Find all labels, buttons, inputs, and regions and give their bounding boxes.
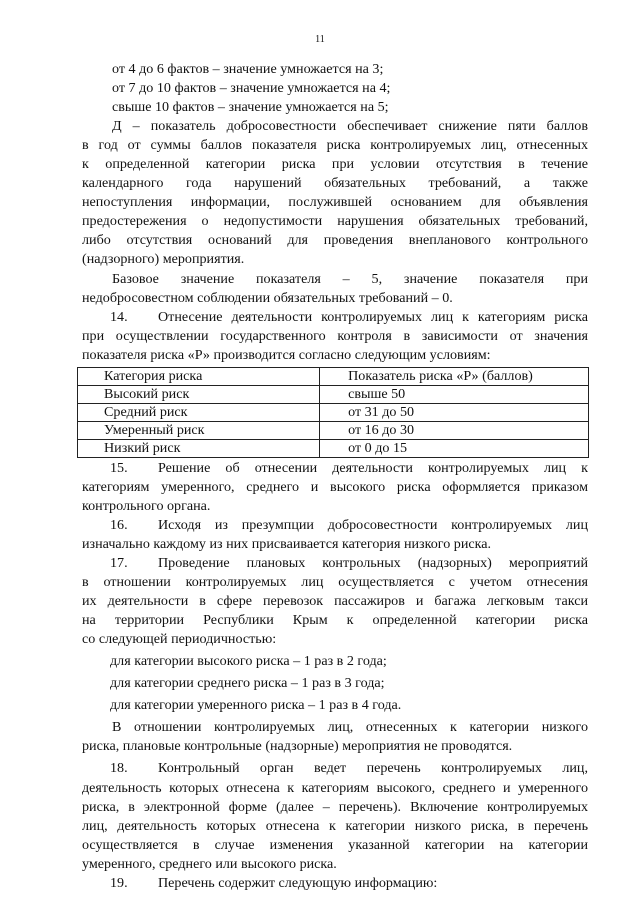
table-cell: Высокий риск [78, 385, 320, 403]
text-line: Д – показатель добросовестности обеспечивает снижение пяти баллов [112, 118, 588, 135]
text-line: Проведение плановых контрольных (надзорных) мероприятий [158, 554, 588, 571]
text-line: со следующей периодичностью: [82, 631, 277, 648]
text-line: осуществляется в случае изменения указанной категории на категории [82, 836, 588, 853]
text-line: к определенной категории риска при условии отсутствия в течение [82, 156, 588, 173]
table-row [78, 385, 589, 403]
text-line: изначально каждому из них присваивается категория низкого риска. [82, 535, 492, 552]
table-cell: Низкий риск [78, 439, 320, 457]
paragraph-18-first-line [82, 759, 588, 778]
table-header-row [78, 367, 589, 385]
table-row [78, 403, 589, 421]
table-cell: Умеренный риск [78, 421, 320, 439]
text-line: умеренного, среднего или высокого риска. [82, 855, 337, 872]
text-line: на территории Республики Крым к определенной категории риска [82, 612, 588, 629]
paragraph-14-first-line [82, 308, 588, 327]
table-cell: от 31 до 50 [320, 403, 589, 421]
text-line: предостережения о недопустимости нарушения обязательных требований, [82, 213, 588, 230]
text-line: показателя риска «Р» производится согласно следующим условиям: [82, 346, 491, 363]
paragraph-number: 18. [110, 760, 128, 777]
text-line: календарного года нарушений обязательных требований, а также [82, 175, 588, 192]
risk-category-table [77, 367, 589, 458]
text-line: от 4 до 6 фактов – значение умножается на 3; [112, 61, 384, 77]
text-line: Исходя из презумпции добросовестности контролируемых лиц [158, 516, 588, 533]
table-row [78, 439, 589, 457]
text-line: Контрольный орган ведет перечень контролируемых лиц, [158, 760, 588, 777]
text-line: непоступления информации, послужившей основанием для объявления [82, 194, 588, 211]
text-line: Решение об отнесении деятельности контролируемых лиц к [158, 459, 588, 476]
text-line: (надзорного) мероприятия. [82, 251, 245, 268]
paragraph-16-first-line [82, 516, 588, 535]
text-line: при осуществлении государственного контроля в зависимости от значения [82, 327, 588, 344]
text-line: свыше 10 фактов – значение умножается на 5; [112, 99, 389, 116]
text-line: лиц, деятельность которых отнесена к категории низкого риска, в перечень [82, 817, 588, 834]
table-cell: Средний риск [78, 403, 320, 421]
text-line: от 7 до 10 фактов – значение умножается на 4; [112, 80, 391, 97]
paragraph-17-first-line [82, 554, 588, 573]
frequency-item: для категории среднего риска – 1 раз в 3 года; [110, 675, 385, 692]
table-header-cell: Показатель риска «Р» (баллов) [320, 367, 589, 385]
text-line: Отнесение деятельности контролируемых лиц к категориям риска [158, 308, 588, 325]
paragraph-number: 15. [110, 459, 128, 476]
text-line: Перечень содержит следующую информацию: [158, 874, 438, 891]
paragraph-number: 17. [110, 554, 128, 571]
paragraph-number: 16. [110, 516, 128, 533]
text-line: деятельность которых отнесена к категориям высокого, среднего и умеренного [82, 779, 588, 796]
text-line: категориям умеренного, среднего и высокого риска оформляется приказом [82, 478, 588, 495]
text-line: В отношении контролируемых лиц, отнесенных к категории низкого [112, 719, 588, 736]
text-line: Базовое значение показателя – 5, значение показателя при [112, 270, 588, 287]
text-line: риска, в электронной форме (далее – перечень). Включение контролируемых [82, 798, 588, 815]
document-body [82, 60, 588, 893]
table-cell: от 0 до 15 [320, 439, 589, 457]
text-line: их деятельности в сфере перевозок пассажиров и багажа легковым такси [82, 593, 588, 610]
table-cell: свыше 50 [320, 385, 589, 403]
paragraph-number: 19. [110, 874, 128, 891]
page-number: 11 [315, 34, 325, 45]
frequency-item: для категории высокого риска – 1 раз в 2 года; [110, 653, 387, 670]
text-line: контрольного органа. [82, 497, 211, 514]
text-line: риска, плановые контрольные (надзорные) мероприятия не проводятся. [82, 738, 513, 755]
table-header-cell: Категория риска [78, 367, 320, 385]
text-line: в год от суммы баллов показателя риска контролируемых лиц, отнесенных [82, 137, 588, 154]
paragraph-number: 14. [110, 308, 128, 325]
text-line: либо отсутствия оснований для проведения внепланового контрольного [82, 232, 588, 249]
frequency-item: для категории умеренного риска – 1 раз в 4 года. [110, 697, 402, 714]
paragraph-19-first-line [82, 874, 588, 893]
paragraph-15-first-line [82, 459, 588, 478]
table-cell: от 16 до 30 [320, 421, 589, 439]
table-row [78, 421, 589, 439]
text-line: в отношении контролируемых лиц осуществляется с учетом отнесения [82, 574, 588, 591]
text-line: недобросовестном соблюдении обязательных требований – 0. [82, 289, 453, 306]
